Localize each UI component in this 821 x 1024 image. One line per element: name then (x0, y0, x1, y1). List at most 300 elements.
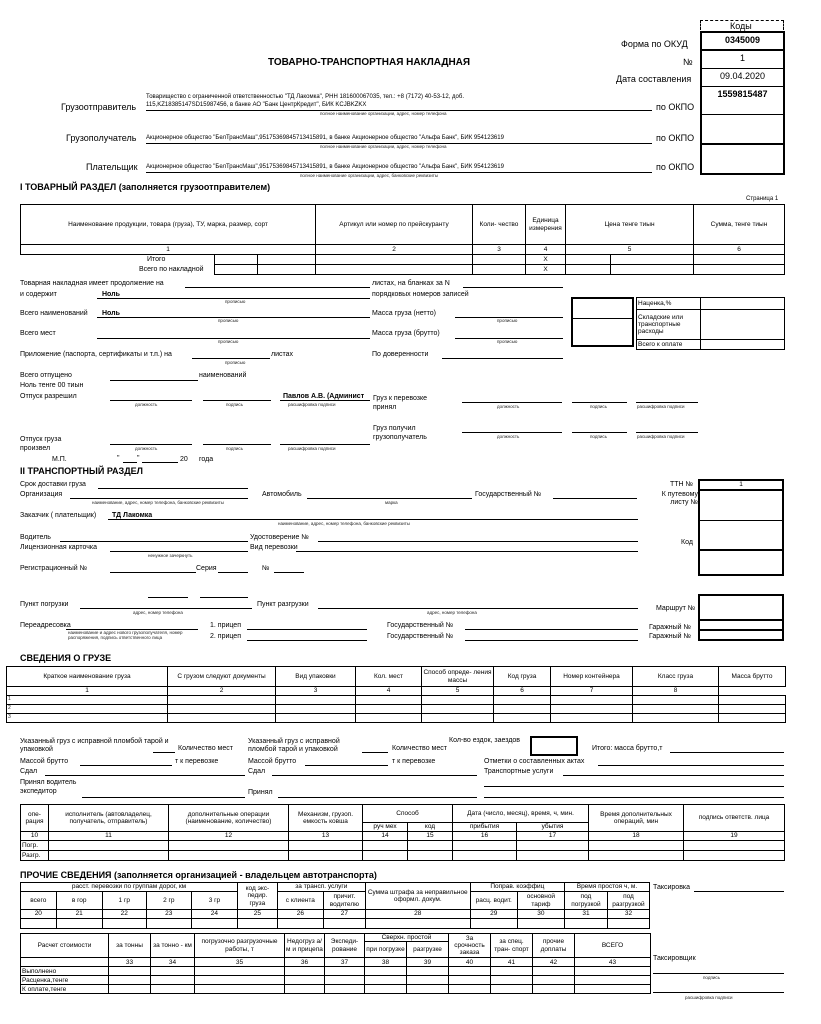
ops-cell[interactable] (408, 841, 453, 851)
no-line[interactable] (274, 572, 304, 573)
series-line[interactable] (218, 572, 248, 573)
col-num: 29 (470, 910, 517, 919)
handed-line[interactable] (45, 775, 245, 776)
cost-cell[interactable] (151, 985, 195, 994)
car-label: Автомобиль (262, 491, 302, 498)
cost-cell[interactable] (407, 985, 449, 994)
rides-box[interactable] (530, 736, 578, 756)
ttn-value[interactable]: 1 (699, 480, 783, 490)
released-sum: Ноль тенге 00 тиын (20, 382, 84, 389)
cost-cell[interactable] (533, 976, 575, 985)
cost-cell[interactable] (491, 976, 533, 985)
route-cell[interactable] (699, 595, 783, 620)
continuation-line[interactable] (185, 287, 370, 288)
release-sign-line[interactable] (203, 400, 271, 401)
customer-line (108, 519, 638, 520)
other-col: 3 гр (191, 892, 237, 910)
section2-title: II ТРАНСПОРТНЫЙ РАЗДЕЛ (20, 466, 143, 476)
day-line[interactable] (123, 462, 137, 463)
codes-label: Коды (730, 21, 752, 31)
total-cell[interactable] (694, 255, 785, 265)
transport-type-line[interactable] (296, 551, 638, 552)
loading-extra-line[interactable] (200, 597, 248, 598)
total-cell[interactable] (215, 255, 258, 265)
cargo-cell[interactable] (551, 696, 633, 705)
propisyu-hint: прописью (497, 339, 518, 344)
total-cell[interactable] (473, 255, 526, 265)
reg-no-line[interactable] (110, 572, 196, 573)
cost-cell[interactable] (325, 967, 365, 976)
decode-hint: расшифровка подписи (288, 446, 336, 451)
okud-value[interactable]: 0345009 (701, 32, 784, 50)
cost-cell[interactable] (285, 976, 325, 985)
col-num: 5 (566, 245, 694, 255)
cargo-cell[interactable] (356, 696, 422, 705)
loading-extra-line[interactable] (148, 597, 188, 598)
ops-col: дополнительные операции (наименование, количество) (169, 805, 289, 832)
state-no-line[interactable] (553, 498, 637, 499)
total-cell[interactable] (316, 255, 473, 265)
col-num: 17 (517, 832, 589, 841)
cargo-cell[interactable] (276, 705, 356, 714)
continuation-sheets: листах, на бланках за N (372, 280, 450, 287)
accepted-pos-line[interactable] (462, 402, 562, 403)
places-qty-label: Количество мест (178, 745, 233, 752)
other-cell[interactable] (191, 919, 237, 929)
license-hint: ненужное зачеркнуть (148, 553, 193, 558)
other-cell[interactable] (564, 919, 607, 929)
other-col: с клиента (277, 892, 323, 910)
cost-cell[interactable] (575, 976, 651, 985)
released-label: Всего отпущено (20, 372, 72, 379)
cargo-cell[interactable] (719, 714, 786, 723)
cost-cell[interactable] (407, 976, 449, 985)
markup-value-box[interactable] (571, 297, 634, 347)
total-x: X (526, 265, 566, 275)
total-cell[interactable] (473, 265, 526, 275)
org-label: Организация (20, 491, 63, 498)
date-label: Дата составления (616, 74, 692, 84)
garage-label: Гаражный № (649, 624, 692, 631)
cost-col: за спец. тран- спорт (491, 934, 533, 958)
col-num: 10 (21, 832, 49, 841)
power-line[interactable] (442, 358, 563, 359)
col-num: 28 (365, 910, 470, 919)
cargo-title: СВЕДЕНИЯ О ГРУЗЕ (20, 653, 112, 663)
cost-col: прочие доплаты (533, 934, 575, 958)
col-num: 21 (56, 910, 102, 919)
cargo-cell[interactable] (633, 714, 719, 723)
ops-cell[interactable] (363, 851, 408, 861)
cost-cell[interactable] (109, 967, 151, 976)
accepted-decode-line[interactable] (636, 402, 698, 403)
page-indicator: Страница 1 (746, 196, 779, 202)
contains-value[interactable]: Ноль (102, 291, 120, 298)
ops-col: код (408, 823, 453, 832)
cost-cell[interactable] (109, 976, 151, 985)
ops-cell[interactable] (408, 851, 453, 861)
accepted-line-2[interactable] (278, 797, 477, 798)
sealed2-line[interactable] (362, 752, 388, 753)
cost-cell[interactable] (109, 985, 151, 994)
col-num: 7 (551, 687, 633, 696)
cost-cell[interactable] (151, 976, 195, 985)
made-sign-line[interactable] (203, 444, 271, 445)
total-cell[interactable] (258, 255, 316, 265)
ops-cell[interactable] (453, 841, 517, 851)
cargo-cell[interactable] (422, 705, 494, 714)
code-cell-1[interactable] (699, 520, 783, 550)
markup-cell[interactable] (701, 298, 785, 310)
license-line[interactable] (110, 551, 248, 552)
total-cell[interactable] (611, 255, 694, 265)
cargo-col: Масса брутто (719, 667, 786, 687)
section1-title: I ТОВАРНЫЙ РАЗДЕЛ (заполняется грузоотправителем) (20, 182, 271, 192)
mass-net-label: Масса груза (нетто) (372, 310, 436, 317)
other-cell[interactable] (517, 919, 564, 929)
cargo-col: Номер контейнера (551, 667, 633, 687)
blank-number-line[interactable] (463, 287, 563, 288)
made-pos-line[interactable] (110, 444, 192, 445)
cost-col: при погрузке (365, 942, 407, 958)
services-label: Транспортные услуги (484, 768, 554, 775)
code-cell-2[interactable] (699, 550, 783, 575)
col-num: 22 (102, 910, 146, 919)
totals-table (214, 254, 785, 275)
position-hint: должность (497, 404, 520, 409)
release-allowed-label: Отпуск разрешил (20, 393, 77, 400)
customer-value[interactable]: ТД Лакомка (112, 512, 153, 519)
cost-cell[interactable] (533, 985, 575, 994)
col-num: 16 (453, 832, 517, 841)
cost-cell[interactable] (491, 967, 533, 976)
load-label: Погр. (21, 841, 49, 851)
garage-cell-2[interactable] (699, 630, 783, 640)
unloading-line[interactable] (318, 608, 638, 609)
made-decode-line[interactable] (280, 444, 370, 445)
cargo-cell[interactable] (168, 714, 276, 723)
handed-line-2[interactable] (272, 775, 477, 776)
route-label: Маршрут № (656, 605, 696, 612)
trailer1-line[interactable] (247, 629, 367, 630)
total-cell[interactable] (258, 265, 316, 275)
cargo-cell[interactable] (168, 696, 276, 705)
cargo-cell[interactable] (633, 705, 719, 714)
col-num: 39 (407, 958, 449, 967)
col-num: 8 (633, 687, 719, 696)
cost-cell[interactable] (575, 967, 651, 976)
shipper-line-2: 115,KZ18385147SD15987456, в банке АО "Банк ЦентрКредит", БИК KCJBKZKX (146, 102, 367, 108)
cargo-cell[interactable] (551, 714, 633, 723)
cargo-cell[interactable] (633, 696, 719, 705)
sealed1-line[interactable] (153, 752, 175, 753)
doc-number-value[interactable]: 1 (701, 50, 784, 68)
sign-hint: подпись (226, 446, 244, 451)
propisyu-hint: прописью (218, 318, 239, 323)
cost-cell[interactable] (285, 967, 325, 976)
acts-line[interactable] (598, 765, 784, 766)
unloading-hint: адрес, номер телефона (427, 610, 477, 615)
mass-gross-label: Массой брутто (248, 758, 297, 765)
total-cell[interactable] (694, 265, 785, 275)
other-col: причит. водителю (323, 892, 365, 910)
decode-hint: расшифровка подписи (288, 402, 336, 407)
loading-line[interactable] (80, 608, 252, 609)
col-num: 2 (316, 245, 473, 255)
route-table (698, 594, 784, 641)
other-cell[interactable] (277, 919, 323, 929)
cost-cell[interactable] (285, 985, 325, 994)
sealed1-label: Указанный груз с исправной пломбой тарой и упаковкой (20, 738, 169, 754)
cost-cell[interactable] (365, 976, 407, 985)
mass-gross-line-2[interactable] (305, 765, 388, 766)
waybill-cell[interactable] (699, 490, 783, 520)
driver-line[interactable] (60, 541, 248, 542)
cargo-cell[interactable] (276, 696, 356, 705)
ops-cell[interactable] (517, 841, 589, 851)
ops-cell[interactable] (453, 851, 517, 861)
id-card-line[interactable] (318, 541, 638, 542)
cost-cell[interactable] (151, 967, 195, 976)
other-cell[interactable] (56, 919, 102, 929)
col-num: 41 (491, 958, 533, 967)
okpo-label-2: по ОКПО (656, 133, 695, 143)
car-line[interactable] (307, 498, 472, 499)
release-name[interactable]: Павлов А.В. (Админист (283, 393, 365, 400)
ops-cell[interactable] (517, 851, 589, 861)
loading-hint: адрес, номер телефона (133, 610, 183, 615)
okpo-value-consignee[interactable] (701, 114, 784, 144)
position-hint: должность (135, 402, 158, 407)
other-cell[interactable] (323, 919, 365, 929)
propisyu-hint: прописью (225, 360, 246, 365)
cargo-cell[interactable] (422, 696, 494, 705)
ops-cell[interactable] (289, 841, 363, 851)
total-cell[interactable] (316, 265, 473, 275)
cost-table (20, 933, 651, 994)
brand-hint: марка (385, 500, 398, 505)
col-num: 34 (151, 958, 195, 967)
month-line[interactable] (142, 462, 178, 463)
release-pos-line[interactable] (110, 400, 192, 401)
other-cell[interactable] (21, 919, 57, 929)
col-num: 14 (363, 832, 408, 841)
delivery-term-line[interactable] (98, 488, 248, 489)
cost-cell[interactable] (365, 985, 407, 994)
customer-hint: наименование, адрес, номер телефона, банковские реквизиты (278, 521, 410, 526)
taxer-sign-line[interactable] (653, 973, 784, 974)
total-cell[interactable] (566, 255, 611, 265)
places-qty-label: Количество мест (392, 745, 447, 752)
propisyu-hint: прописью (225, 299, 246, 304)
total-cell[interactable] (566, 265, 611, 275)
ops-col: исполнитель (автовладелец, получатель, отправитель) (49, 805, 169, 832)
accepted-driver-label: Принял водитель экспедитор (20, 779, 77, 795)
ops-cell[interactable] (684, 851, 785, 861)
cargo-cell[interactable] (276, 714, 356, 723)
cargo-table (6, 666, 786, 723)
stamp-label: М.П. (52, 456, 67, 463)
total-mass-line[interactable] (670, 752, 784, 753)
ttn-label: ТТН № (670, 481, 694, 488)
cost-col: За срочность заказа (449, 934, 491, 958)
cost-col: Недогруз а/м и прицепа (285, 934, 325, 958)
sign-hint: подпись (226, 402, 244, 407)
taxing-line[interactable] (694, 891, 784, 892)
doc-date-value[interactable]: 09.04.2020 (701, 68, 784, 86)
col-num: 33 (109, 958, 151, 967)
total-pay-cell[interactable] (701, 340, 785, 350)
total-cell[interactable] (215, 265, 258, 275)
cargo-accepted-label: Груз к перевозке принял (373, 395, 428, 411)
cost-col: Экспеди- рование (325, 934, 365, 958)
ops-col: Дата (число, месяц), время, ч, мин. (453, 805, 589, 823)
cost-cell[interactable] (491, 985, 533, 994)
cost-cell[interactable] (449, 967, 491, 976)
cost-cell[interactable] (449, 985, 491, 994)
taxer-decode-line[interactable] (653, 992, 784, 993)
col-num: 4 (356, 687, 422, 696)
attachment-line[interactable] (192, 358, 270, 359)
ops-cell[interactable] (169, 841, 289, 851)
cargo-cell[interactable] (719, 696, 786, 705)
storage-cell[interactable] (701, 310, 785, 340)
total-cell[interactable] (611, 265, 694, 275)
received-decode-line[interactable] (636, 432, 698, 433)
readdress-hint: наименование и адрес нового грузополучателя, номер распоряжения, подпись ответственного лица (68, 630, 183, 640)
other-cell[interactable] (102, 919, 146, 929)
ops-cell[interactable] (49, 841, 169, 851)
other-cell[interactable] (146, 919, 191, 929)
ops-cell[interactable] (589, 841, 684, 851)
cost-cell[interactable] (365, 967, 407, 976)
services-line[interactable] (563, 775, 784, 776)
cargo-cell[interactable] (356, 705, 422, 714)
org-line[interactable] (70, 498, 248, 499)
ops-cell[interactable] (684, 841, 785, 851)
shipper-hint: полное наименование организации, адрес, номер телефона (320, 111, 447, 116)
other-col: за трансп. услуги (277, 883, 365, 892)
cargo-col: Кол. мест (356, 667, 422, 687)
col-num: 2 (168, 687, 276, 696)
mass-gross-line[interactable] (80, 765, 172, 766)
total-mass-label: Итого: масса брутто,т (592, 745, 663, 752)
col-num: 19 (684, 832, 785, 841)
ops-cell[interactable] (589, 851, 684, 861)
okpo-value-payer[interactable] (701, 144, 784, 174)
other-col: Сумма штрафа за неправильное оформл. докум. (365, 883, 470, 910)
other-cell[interactable] (365, 919, 470, 929)
cost-cell[interactable] (575, 985, 651, 994)
state-no-label: Государственный № (475, 491, 542, 498)
contains-label: и содержит (20, 291, 57, 298)
cost-cell[interactable] (449, 976, 491, 985)
codes-box-top (700, 20, 784, 30)
cargo-cell[interactable] (494, 705, 551, 714)
divider (571, 318, 634, 319)
taxer-label: Таксировщик (653, 955, 696, 962)
cost-cell[interactable] (533, 967, 575, 976)
col-num: 20 (21, 910, 57, 919)
continuation-label: Товарная накладная имеет продолжение на (20, 280, 164, 287)
cost-cell[interactable] (195, 976, 285, 985)
cost-col: ВСЕГО (575, 934, 651, 958)
position-hint: должность (135, 446, 158, 451)
cost-cell[interactable] (195, 967, 285, 976)
services-line-2[interactable] (484, 786, 784, 787)
cargo-cell[interactable] (422, 714, 494, 723)
goods-table (20, 204, 785, 255)
trailer2-state-line[interactable] (465, 640, 638, 641)
cargo-cell[interactable] (356, 714, 422, 723)
state-no-label: Государственный № (387, 622, 454, 629)
other-cell[interactable] (237, 919, 277, 929)
decode-hint: расшифровка подписи (685, 995, 733, 1000)
handed-label: Сдал (20, 768, 38, 775)
other-cell[interactable] (470, 919, 517, 929)
unload-label: Разгр. (21, 851, 49, 861)
consignee-value[interactable]: Акционерное общество "БелТрансМаш",95175369845713415891, в банке Акционерное общество "Альфа Банк", БИК 954123619 (146, 135, 504, 141)
handed-label: Сдал (248, 768, 266, 775)
col-num: 35 (195, 958, 285, 967)
other-col: расц. водит. (470, 892, 517, 910)
storage-label: Складские или транспортные расходы (637, 310, 701, 340)
trailer2-line[interactable] (247, 640, 367, 641)
year-prefix: 20 (180, 456, 188, 463)
cargo-cell[interactable] (168, 705, 276, 714)
cost-cell[interactable] (325, 976, 365, 985)
release-made-label: Отпуск груза произвел (20, 436, 62, 452)
cost-cell[interactable] (407, 967, 449, 976)
ops-cell[interactable] (289, 851, 363, 861)
cost-cell[interactable] (325, 985, 365, 994)
accepted-sign-line[interactable] (572, 402, 627, 403)
names-total-value[interactable]: Ноль (102, 310, 120, 317)
ops-cell[interactable] (169, 851, 289, 861)
propisyu-hint: прописью (497, 318, 518, 323)
col-sum: Сумма, тенге тиын (694, 205, 785, 245)
cargo-cell[interactable] (494, 696, 551, 705)
cost-cell[interactable] (195, 985, 285, 994)
driver-label: Водитель (20, 534, 51, 541)
other-cell[interactable] (607, 919, 649, 929)
payer-value[interactable]: Акционерное общество "БелТрансМаш",95175369845713415891, в банке Акционерное общество "Альфа Банк", БИК 954123619 (146, 164, 504, 170)
cargo-cell[interactable] (494, 714, 551, 723)
cargo-cell[interactable] (551, 705, 633, 714)
ops-cell[interactable] (49, 851, 169, 861)
garage-cell-1[interactable] (699, 620, 783, 630)
cargo-cell[interactable] (719, 705, 786, 714)
sign-hint: подпись (590, 434, 608, 439)
services-line-3[interactable] (484, 797, 784, 798)
places-label: Всего мест (20, 330, 56, 337)
col-num: 23 (146, 910, 191, 919)
okpo-value-shipper[interactable]: 1559815487 (701, 86, 784, 114)
col-price: Цена тенге тиын (566, 205, 694, 245)
received-pos-line[interactable] (462, 432, 562, 433)
ops-cell[interactable] (363, 841, 408, 851)
sign-hint: подпись (590, 404, 608, 409)
col-num: 5 (422, 687, 494, 696)
accepted-driver-line[interactable] (82, 797, 245, 798)
col-num: 1 (7, 687, 168, 696)
released-line[interactable] (110, 380, 198, 381)
page-title: ТОВАРНО-ТРАНСПОРТНАЯ НАКЛАДНАЯ (268, 57, 471, 68)
received-sign-line[interactable] (572, 432, 627, 433)
attachment-label: Приложение (паспорта, сертификаты и т.п.) на (20, 351, 172, 358)
trailer1-state-line[interactable] (465, 629, 638, 630)
col-num: 30 (517, 910, 564, 919)
